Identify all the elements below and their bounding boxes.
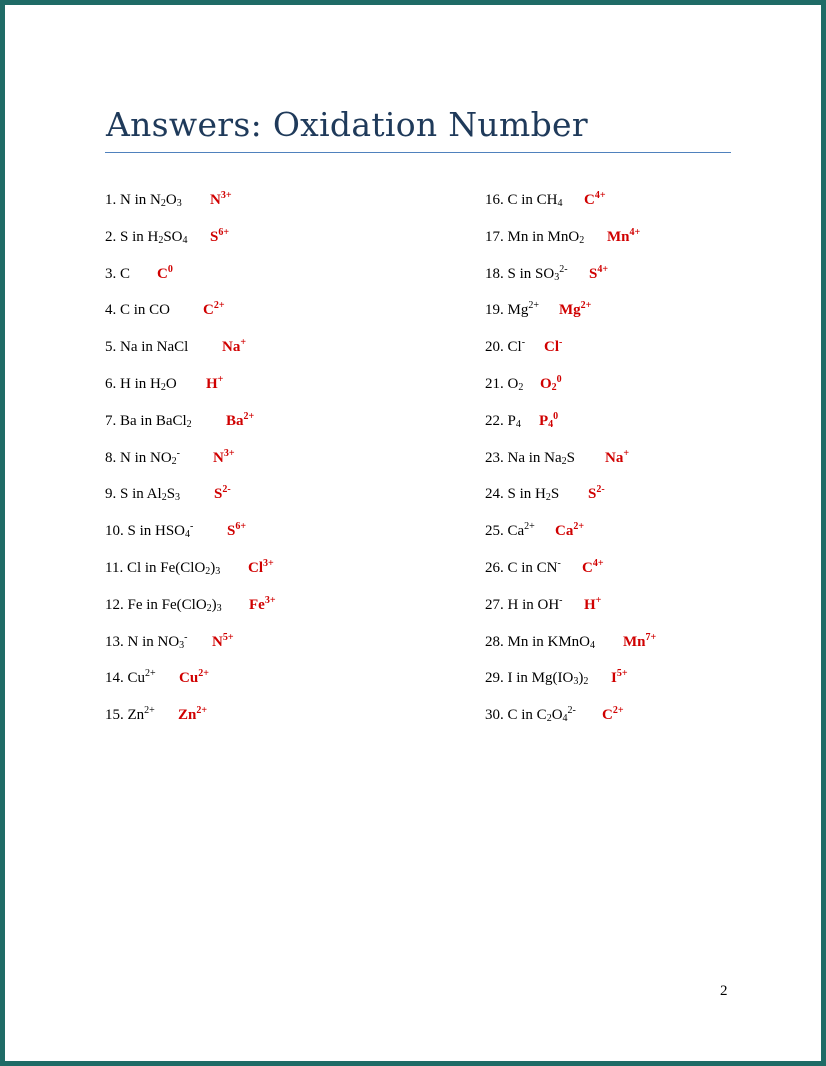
subscript: 2	[205, 566, 211, 577]
question-text	[507, 263, 568, 283]
answer-item	[105, 631, 234, 651]
answer-item	[105, 337, 247, 356]
formula-text: S	[566, 449, 575, 466]
superscript: -	[557, 558, 561, 569]
question-text	[120, 192, 182, 208]
answer-item	[485, 300, 592, 319]
oxidation-answer	[214, 486, 231, 503]
answer-item	[485, 668, 628, 688]
formula-text: S	[214, 486, 223, 503]
formula-text: S in HSO	[127, 523, 186, 540]
answer-item	[485, 263, 609, 283]
subscript: 2	[561, 455, 567, 467]
subscript: 2	[545, 492, 551, 504]
formula-text: C	[582, 560, 593, 576]
oxidation-answer	[539, 410, 559, 430]
oxidation-answer	[213, 447, 235, 467]
formula-text: Na	[605, 449, 624, 466]
formula-text: Cu	[127, 670, 146, 687]
oxidation-answer	[178, 707, 207, 724]
oxidation-answer	[248, 560, 274, 577]
subscript: 4	[562, 713, 568, 725]
formula-text: O	[551, 707, 563, 724]
question-text	[127, 560, 220, 576]
formula-text: S	[589, 265, 598, 282]
formula-text: N	[210, 192, 221, 208]
item-number: 25.	[485, 523, 504, 540]
subscript: 3	[175, 492, 181, 504]
subscript: 2	[160, 382, 166, 393]
formula-text: C	[120, 265, 131, 282]
superscript: 0	[556, 374, 562, 385]
question-text	[127, 631, 188, 651]
superscript: 0	[553, 410, 559, 422]
title-underline	[105, 152, 731, 153]
subscript: 4	[590, 639, 596, 651]
formula-text: Mn	[607, 228, 630, 245]
formula-text: Cl	[507, 339, 522, 356]
subscript: 2	[171, 455, 177, 467]
answer-item	[485, 410, 559, 430]
question-text	[508, 560, 561, 576]
oxidation-answer	[212, 631, 234, 651]
subscript: 3	[176, 198, 182, 209]
item-number: 1.	[105, 192, 117, 208]
superscript: +	[240, 337, 247, 349]
formula-text: C	[157, 265, 168, 282]
question-text	[508, 523, 535, 539]
superscript: 3+	[263, 558, 274, 569]
answer-item	[105, 521, 247, 541]
superscript: 2+	[524, 521, 535, 533]
superscript: -	[184, 631, 188, 643]
superscript: 7+	[645, 631, 657, 643]
answer-item	[485, 190, 606, 209]
formula-text: Cl	[248, 560, 263, 576]
superscript: -	[190, 521, 194, 533]
subscript: 2	[583, 676, 589, 688]
superscript: 2+	[145, 668, 156, 680]
superscript: 2+	[144, 705, 155, 717]
oxidation-answer	[222, 339, 246, 356]
superscript: -	[559, 594, 563, 606]
question-text	[120, 339, 188, 355]
subscript: 2	[551, 382, 557, 393]
formula-text: H in OH	[507, 596, 560, 613]
answer-item	[105, 300, 225, 319]
superscript: 3+	[264, 594, 276, 606]
formula-text: C in C	[507, 707, 547, 724]
subscript: 3	[215, 566, 221, 577]
oxidation-answer	[607, 226, 641, 246]
question-text	[508, 670, 589, 686]
item-number: 7.	[105, 412, 117, 429]
page-title: Answers: Oxidation Number	[106, 105, 588, 144]
formula-text: Cl in Fe(ClO	[126, 560, 206, 576]
superscript: 3+	[223, 447, 235, 459]
answer-item	[105, 484, 231, 504]
formula-text: O	[507, 376, 519, 392]
superscript: 2-	[596, 484, 605, 496]
formula-text: Mn in KMnO	[507, 633, 591, 650]
superscript: 2+	[243, 410, 255, 422]
formula-text: Ca	[555, 523, 574, 540]
item-number: 2.	[105, 228, 117, 245]
answer-item	[105, 190, 232, 209]
answer-item	[485, 226, 641, 246]
oxidation-answer	[227, 523, 246, 540]
formula-text: S in H	[507, 486, 546, 503]
answer-item	[485, 631, 657, 651]
question-text	[508, 376, 524, 392]
superscript: 2+	[213, 300, 225, 312]
formula-text: S in Al	[120, 486, 162, 503]
oxidation-answer	[559, 302, 591, 319]
oxidation-answer	[179, 670, 209, 687]
question-text	[508, 413, 521, 429]
formula-text: )	[210, 560, 216, 576]
formula-text: H	[584, 596, 596, 613]
question-text	[120, 413, 192, 429]
formula-text: O	[165, 192, 177, 208]
formula-text: S	[227, 523, 236, 540]
item-number: 6.	[105, 376, 117, 392]
item-number: 15.	[105, 707, 124, 724]
item-number: 14.	[105, 670, 124, 687]
oxidation-answer	[611, 670, 628, 687]
question-text	[508, 229, 585, 245]
formula-text: Na	[222, 339, 241, 356]
superscript: +	[595, 594, 602, 606]
superscript: 2-	[559, 263, 568, 275]
superscript: -	[559, 337, 563, 349]
superscript: 2+	[196, 705, 208, 717]
formula-text: Cl	[544, 339, 559, 356]
answer-item	[485, 447, 630, 467]
oxidation-answer	[203, 302, 225, 319]
question-text	[508, 302, 539, 318]
item-number: 30.	[485, 707, 504, 724]
formula-text: S	[210, 228, 219, 245]
formula-text: S in SO	[507, 265, 555, 282]
superscript: +	[623, 447, 630, 459]
answer-item	[105, 410, 255, 430]
item-number: 29.	[485, 670, 504, 687]
formula-text: S	[166, 486, 176, 503]
formula-text: )	[578, 670, 584, 687]
oxidation-answer	[582, 560, 604, 577]
oxidation-answer	[544, 339, 562, 356]
formula-text: Mg	[507, 302, 529, 319]
superscript: 4+	[592, 558, 604, 569]
formula-text: O	[540, 376, 552, 392]
question-text	[120, 486, 180, 502]
oxidation-answer	[605, 447, 630, 467]
formula-text: C	[584, 192, 595, 208]
formula-text: H in H	[120, 376, 161, 392]
formula-text: Fe	[249, 596, 265, 613]
formula-text: Cu	[179, 670, 199, 687]
formula-text: C	[203, 302, 214, 319]
formula-text: P	[539, 412, 549, 429]
formula-text: P	[507, 412, 516, 429]
question-text	[508, 486, 560, 502]
subscript: 3	[554, 271, 560, 283]
question-text	[120, 266, 130, 282]
item-number: 24.	[485, 486, 504, 503]
item-number: 22.	[485, 412, 504, 429]
oxidation-answer	[540, 376, 562, 393]
formula-text: N	[212, 633, 223, 650]
question-text	[128, 597, 222, 613]
subscript: 3	[216, 602, 222, 614]
superscript: 3+	[220, 190, 232, 201]
formula-text: O	[165, 376, 177, 392]
item-number: 21.	[485, 376, 504, 392]
question-text	[508, 707, 576, 723]
oxidation-answer	[249, 594, 276, 614]
question-text	[508, 192, 563, 208]
superscript: 2+	[528, 300, 539, 312]
subscript: 3	[179, 639, 185, 651]
superscript: 4+	[594, 190, 606, 201]
subscript: 4	[515, 418, 521, 430]
formula-text: Na in NaCl	[120, 339, 189, 356]
item-number: 28.	[485, 633, 504, 650]
formula-text: )	[211, 596, 217, 613]
subscript: 2	[518, 382, 524, 393]
formula-text: Fe in Fe(ClO	[127, 596, 207, 613]
superscript: 5+	[616, 668, 628, 680]
formula-text: H	[206, 376, 218, 392]
subscript: 2	[206, 602, 212, 614]
formula-text: N in NO	[120, 449, 172, 466]
formula-text: Ba in BaCl	[120, 412, 187, 429]
superscript: -	[176, 447, 181, 459]
answer-item	[485, 705, 624, 725]
oxidation-answer	[584, 192, 606, 209]
item-number: 13.	[105, 633, 124, 650]
superscript: 2+	[198, 668, 209, 680]
item-number: 23.	[485, 449, 504, 466]
oxidation-answer	[588, 486, 605, 503]
formula-text: Zn	[178, 707, 197, 724]
formula-text: S	[588, 486, 597, 503]
question-text	[120, 376, 177, 392]
subscript: 2	[161, 492, 167, 504]
subscript: 3	[573, 676, 579, 688]
superscript: -	[521, 337, 526, 349]
oxidation-answer	[555, 523, 584, 540]
superscript: +	[217, 374, 224, 385]
formula-text: Mg	[559, 302, 581, 319]
formula-text: C in CH	[507, 192, 558, 208]
question-text	[128, 670, 156, 686]
answer-item	[105, 226, 230, 246]
oxidation-answer	[584, 594, 602, 614]
oxidation-answer	[206, 376, 223, 393]
answer-item	[485, 374, 562, 393]
formula-text: I	[611, 670, 617, 687]
formula-text: C	[602, 707, 613, 724]
answer-item	[105, 374, 224, 393]
subscript: 2	[546, 713, 552, 725]
formula-text: N in NO	[127, 633, 180, 650]
superscript: 0	[167, 263, 173, 275]
formula-text: Zn	[127, 707, 145, 724]
item-number: 19.	[485, 302, 504, 319]
question-text	[120, 447, 181, 467]
question-text	[507, 594, 563, 613]
item-number: 10.	[105, 523, 124, 540]
subscript: 2	[186, 418, 192, 430]
formula-text: C in CN	[507, 560, 558, 576]
item-number: 3.	[105, 265, 117, 282]
formula-text: Na in Na	[507, 449, 562, 466]
answer-item	[105, 447, 235, 467]
item-number: 11.	[105, 560, 124, 576]
formula-text: N	[213, 449, 224, 466]
item-number: 27.	[485, 596, 504, 613]
superscript: 6+	[218, 226, 230, 238]
formula-text: N in N	[120, 192, 161, 208]
page-number: 2	[720, 983, 728, 999]
superscript: 2+	[580, 300, 592, 312]
answer-item	[485, 521, 585, 540]
answer-item	[485, 594, 602, 614]
oxidation-answer	[602, 707, 624, 724]
answer-item	[485, 484, 605, 504]
superscript: 4+	[597, 263, 609, 275]
formula-text: S	[550, 486, 560, 503]
question-text	[508, 339, 526, 355]
subscript: 2	[160, 198, 166, 209]
item-number: 8.	[105, 449, 117, 466]
oxidation-answer	[623, 631, 657, 651]
oxidation-answer	[589, 263, 609, 283]
item-number: 16.	[485, 192, 504, 208]
item-number: 20.	[485, 339, 504, 356]
formula-text: Mn in MnO	[507, 228, 580, 245]
superscript: 2-	[567, 705, 576, 717]
subscript: 2	[158, 234, 164, 246]
question-text	[508, 450, 576, 466]
item-number: 18.	[485, 265, 504, 282]
item-number: 4.	[105, 302, 117, 319]
subscript: 4	[557, 198, 563, 209]
superscript: 2+	[573, 521, 585, 533]
superscript: 5+	[222, 631, 234, 643]
subscript: 4	[185, 529, 191, 541]
question-text	[120, 229, 188, 245]
oxidation-answer	[210, 226, 230, 246]
answer-item	[105, 594, 276, 614]
subscript: 4	[548, 418, 554, 430]
answer-item	[105, 558, 274, 577]
formula-text: SO	[163, 228, 183, 245]
answer-item	[105, 705, 208, 724]
superscript: 6+	[235, 521, 247, 533]
formula-text: Ca	[507, 523, 525, 540]
answer-item	[105, 668, 209, 687]
question-text	[128, 707, 155, 723]
superscript: 4+	[629, 226, 641, 238]
item-number: 17.	[485, 228, 504, 245]
superscript: 2-	[222, 484, 231, 496]
question-text	[508, 634, 596, 650]
question-text	[120, 302, 170, 318]
subscript: 2	[579, 234, 585, 246]
oxidation-answer	[157, 263, 173, 283]
formula-text: S in H	[120, 228, 159, 245]
formula-text: C in CO	[120, 302, 171, 319]
superscript: 2+	[612, 705, 624, 717]
item-number: 12.	[105, 596, 124, 613]
item-number: 9.	[105, 486, 117, 503]
formula-text: Mn	[623, 633, 646, 650]
oxidation-answer	[210, 192, 232, 209]
formula-text: I in Mg(IO	[507, 670, 574, 687]
subscript: 4	[182, 234, 188, 246]
item-number: 5.	[105, 339, 117, 356]
question-text	[128, 523, 194, 539]
answer-item	[485, 337, 563, 356]
item-number: 26.	[485, 560, 504, 576]
answer-item	[105, 263, 173, 283]
answer-item	[485, 558, 604, 577]
formula-text: Ba	[226, 412, 244, 429]
oxidation-answer	[226, 410, 255, 430]
